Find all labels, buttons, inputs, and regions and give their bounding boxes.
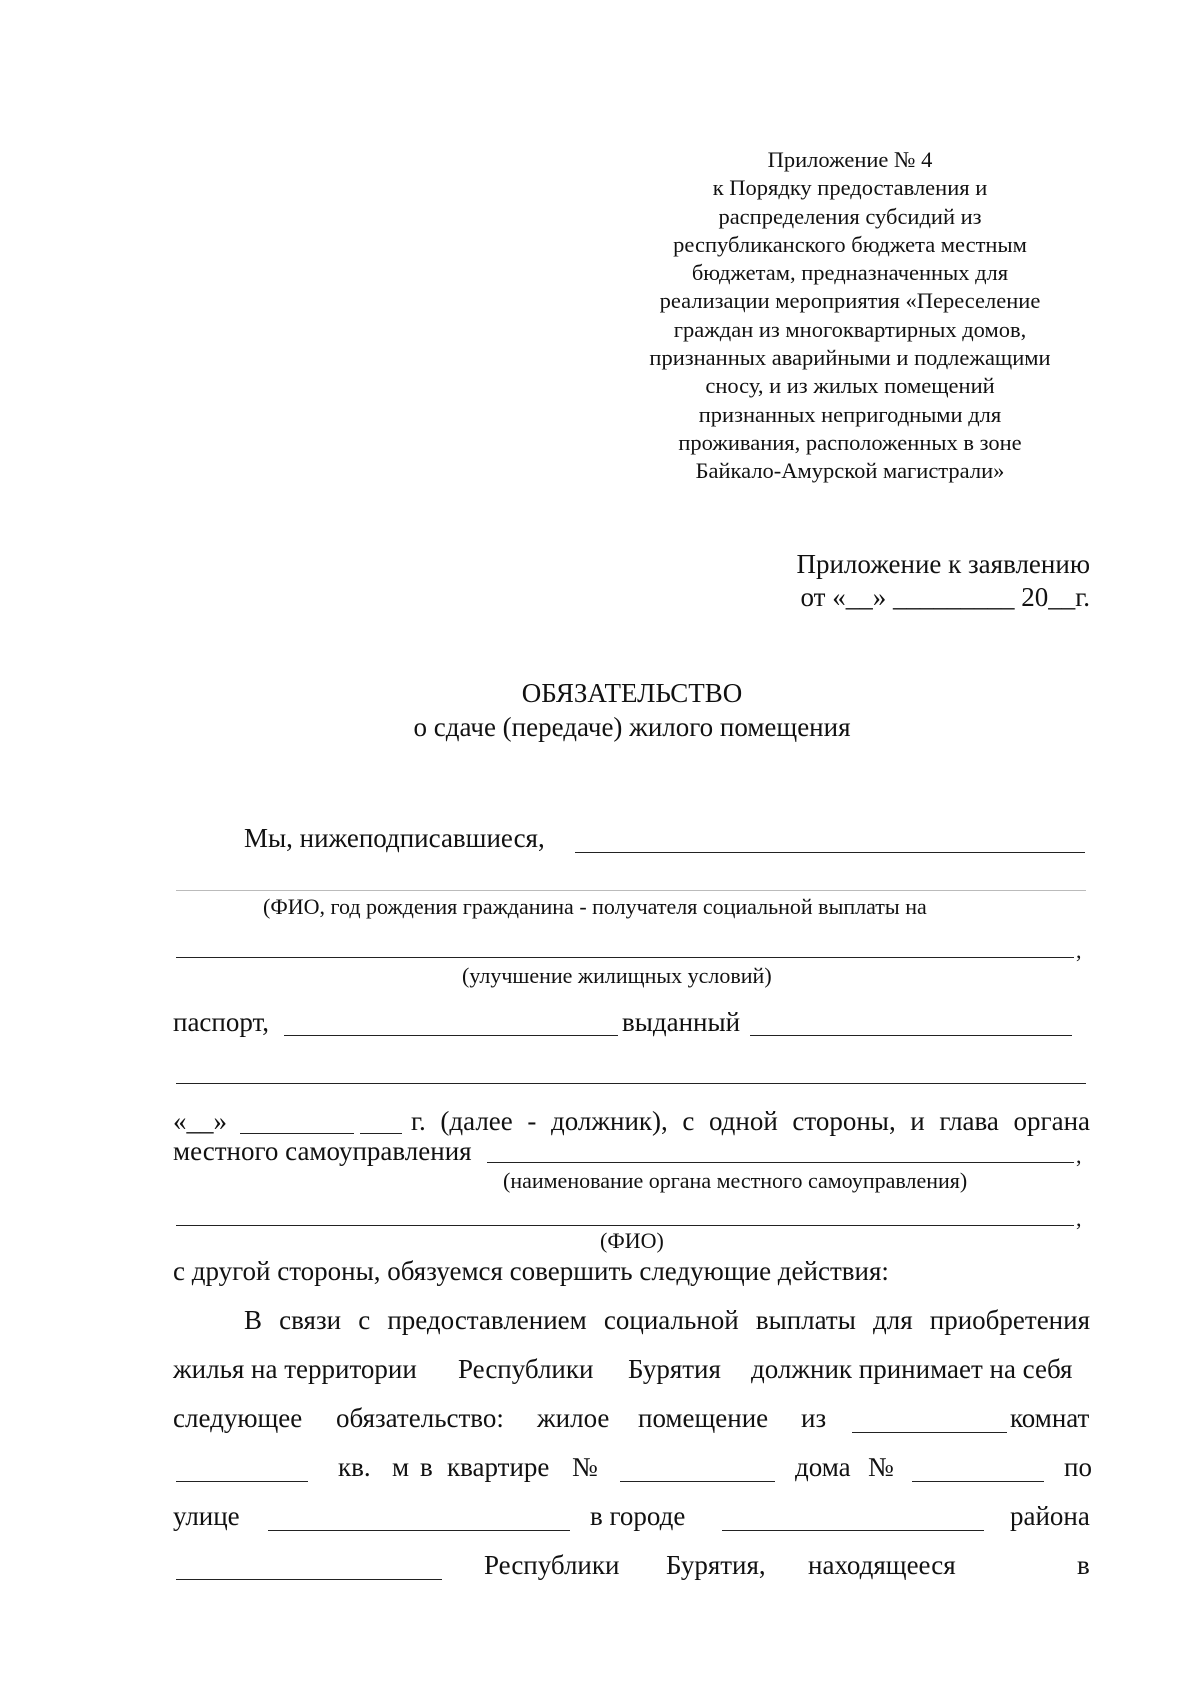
para1-line6-a: Республики — [484, 1550, 620, 1580]
appendix-header — [600, 146, 1100, 486]
date-day-label: «__» — [173, 1106, 227, 1136]
appendix-line: сносу, и из жилых помещений — [705, 373, 995, 399]
issued-blank-line-2[interactable] — [176, 1083, 1086, 1084]
house-number-blank[interactable] — [912, 1481, 1044, 1482]
appendix-line: признанных непригодными для — [698, 401, 1002, 427]
rooms-blank[interactable] — [852, 1432, 1007, 1433]
para1-line4-h: по — [1064, 1452, 1092, 1482]
comma: , — [1076, 1206, 1082, 1231]
local-gov-label: местного самоуправления — [173, 1136, 472, 1166]
issued-label: выданный — [622, 1007, 741, 1037]
passport-blank-line[interactable] — [284, 1035, 618, 1036]
para1-line2-a: жилья на территории — [173, 1354, 417, 1384]
application-reference-title: Приложение к заявлению — [796, 549, 1090, 579]
date-rest-text: г. (далее - должник), с одной стороны, и глава органа — [411, 1106, 1090, 1136]
appendix-line: бюджетам, предназначенных для — [691, 260, 1009, 286]
passport-label: паспорт, — [173, 1007, 270, 1037]
local-gov-blank-line[interactable] — [487, 1162, 1074, 1163]
para1-line5-a: улице — [173, 1501, 240, 1531]
fio-blank-line[interactable] — [575, 852, 1085, 853]
appendix-line: проживания, расположенных в зоне — [678, 429, 1022, 455]
comma: , — [1076, 938, 1082, 963]
appendix-line: к Порядку предоставления и — [712, 175, 988, 201]
para1-line4-f: дома — [795, 1452, 851, 1482]
fio-blank-line-2[interactable] — [176, 890, 1086, 891]
appendix-line: реализации мероприятия «Переселение — [659, 288, 1041, 314]
area-blank[interactable] — [176, 1481, 308, 1482]
district-blank[interactable] — [176, 1579, 442, 1580]
hint-fio-label: (ФИО, год рождения гражданина - получателя социальной выплаты на — [263, 894, 927, 919]
para1-line2-d: должник принимает на себя — [751, 1354, 1073, 1384]
para1-line3-e: из — [801, 1403, 827, 1433]
appendix-line: Приложение № 4 — [767, 147, 933, 172]
para1-line4-b: м — [392, 1452, 410, 1482]
appendix-line: Байкало-Амурской магистрали» — [695, 458, 1005, 484]
city-blank[interactable] — [722, 1530, 984, 1531]
hint-fio-short-label: (ФИО) — [600, 1228, 664, 1253]
apartment-number-blank[interactable] — [620, 1481, 775, 1482]
para1-line4-c: в — [420, 1452, 433, 1482]
hint-improvement-label: (улучшение жилищных условий) — [462, 963, 772, 988]
para1-line6-b: Бурятия, — [666, 1550, 766, 1580]
para1-line2-c: Бурятия — [628, 1354, 721, 1384]
street-blank[interactable] — [268, 1530, 570, 1531]
appendix-line: распределения субсидий из — [718, 203, 982, 229]
para1-line3-d: помещение — [638, 1403, 769, 1433]
date-year-blank[interactable] — [360, 1133, 402, 1134]
para1-line3-a: следующее — [173, 1403, 303, 1433]
issued-blank-line[interactable] — [750, 1035, 1072, 1036]
we-undersigned-label: Мы, нижеподписавшиеся, — [244, 823, 545, 853]
comma: , — [1076, 1143, 1082, 1168]
para1-line3-f: комнат — [1010, 1403, 1090, 1433]
title-main: ОБЯЗАТЕЛЬСТВО — [521, 678, 743, 708]
hint-org-label: (наименование органа местного самоуправления) — [503, 1168, 968, 1193]
para1-line4-d: квартире — [447, 1452, 550, 1482]
para1-line5-c: района — [1010, 1501, 1090, 1531]
para1-line1: В связи с предоставлением социальной выплаты для приобретения — [244, 1305, 1090, 1335]
para1-line3-c: жилое — [537, 1403, 610, 1433]
appendix-line: граждан из многоквартирных домов, — [673, 316, 1027, 342]
para1-line3-b: обязательство: — [336, 1403, 504, 1433]
head-fio-blank-line[interactable] — [176, 1225, 1074, 1226]
para1-line2-b: Республики — [458, 1354, 594, 1384]
document-title — [0, 676, 1200, 744]
para1-line6-d: в — [1077, 1550, 1090, 1580]
other-side-text: с другой стороны, обязуемся совершить следующие действия: — [173, 1256, 889, 1286]
para1-line6-c: находящееся — [808, 1550, 956, 1580]
para1-line4-g: № — [868, 1452, 894, 1482]
appendix-line: признанных аварийными и подлежащими — [649, 345, 1051, 371]
para1-line4-e: № — [572, 1452, 598, 1482]
date-month-blank[interactable] — [240, 1133, 354, 1134]
improvement-blank-line[interactable] — [176, 957, 1074, 958]
title-sub: о сдаче (передаче) жилого помещения — [413, 712, 851, 742]
application-date-line: от «__» _________ 20__г. — [800, 582, 1090, 612]
para1-line4-a: кв. — [338, 1452, 371, 1482]
para1-line5-b: в городе — [590, 1501, 686, 1531]
appendix-line: республиканского бюджета местным — [673, 231, 1027, 257]
application-reference — [796, 548, 1090, 614]
